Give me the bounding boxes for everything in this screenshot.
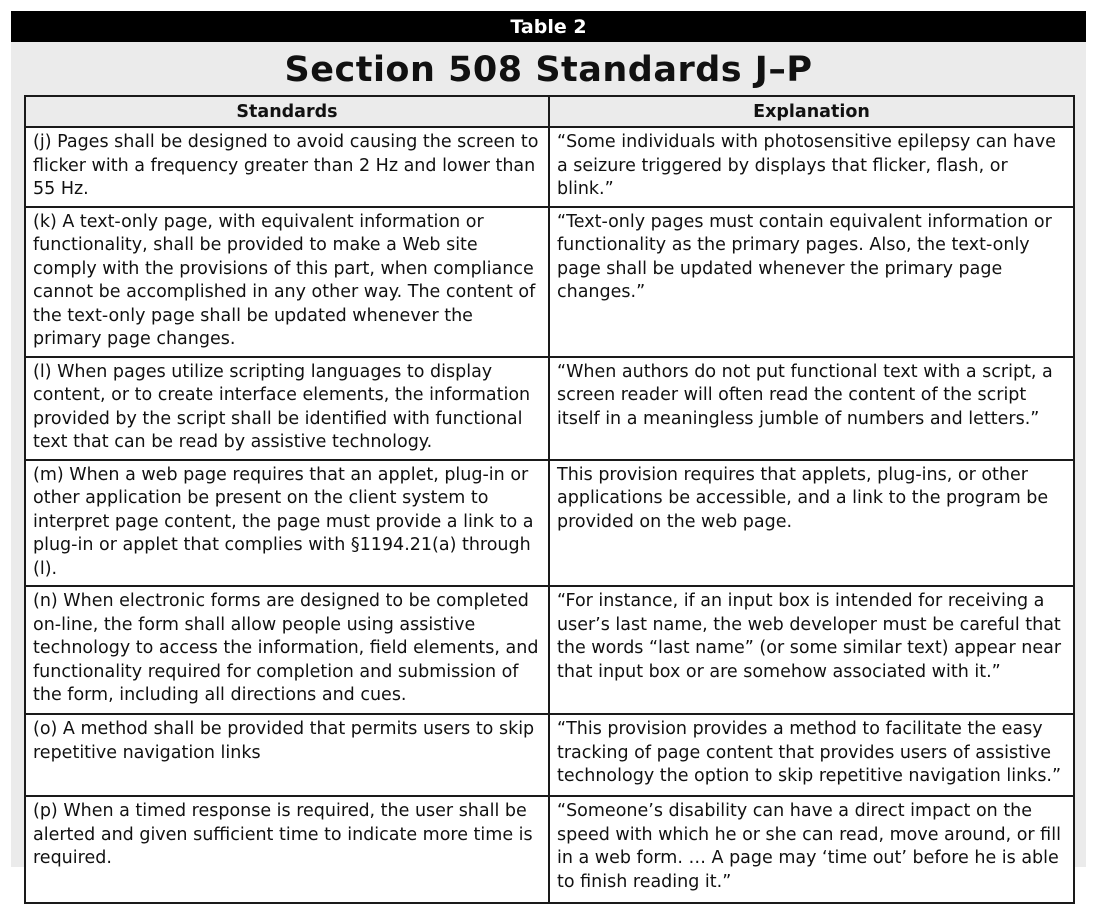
- header-standards: Standards: [25, 96, 549, 127]
- explanation-cell: “Some individuals with photosensitive epilepsy can have a seizure triggered by displays that flicker, flash, or blink.”: [549, 127, 1074, 207]
- explanation-cell: “Text-only pages must contain equivalent information or functionality as the primary pages. Also, the text-only page shall be updated whenever the primary page changes.”: [549, 207, 1074, 357]
- standard-cell: (j) Pages shall be designed to avoid causing the screen to flicker with a frequency greater than 2 Hz and lower than 55 Hz.: [25, 127, 549, 207]
- header-row: [25, 96, 1074, 127]
- standard-cell: (k) A text-only page, with equivalent information or functionality, shall be provided to make a Web site comply with the provisions of this part, when compliance cannot be accomplished in any other way. The content of the text-only page shall be updated whenever the primary page changes.: [25, 207, 549, 357]
- table-row: [25, 586, 1074, 714]
- table-row: [25, 357, 1074, 460]
- table-panel: [11, 11, 1086, 892]
- standards-table: [24, 95, 1075, 904]
- header-explanation: Explanation: [549, 96, 1074, 127]
- standard-cell: (n) When electronic forms are designed to be completed on-line, the form shall allow people using assistive technology to access the information, field elements, and functionality required for completion and submission of the form, including all directions and cues.: [25, 586, 549, 714]
- standard-cell: (l) When pages utilize scripting languages to display content, or to create interface elements, the information provided by the script shall be identified with functional text that can be read by assistive technology.: [25, 357, 549, 460]
- standard-cell: (m) When a web page requires that an applet, plug-in or other application be present on the client system to interpret page content, the page must provide a link to a plug-in or applet that complies with §1194.21(a) through (l).: [25, 460, 549, 587]
- explanation-cell: “This provision provides a method to facilitate the easy tracking of page content that provides users of assistive technology the option to skip repetitive navigation links.”: [549, 714, 1074, 796]
- table-row: [25, 796, 1074, 903]
- table-row: [25, 714, 1074, 796]
- explanation-cell: “Someone’s disability can have a direct impact on the speed with which he or she can read, move around, or fill in a web form. … A page may ‘time out’ before he is able to finish reading it.”: [549, 796, 1074, 903]
- table-label-bar: [11, 11, 1086, 42]
- standard-cell: (p) When a timed response is required, the user shall be alerted and given sufficient time to indicate more time is required.: [25, 796, 549, 903]
- explanation-cell: “For instance, if an input box is intended for receiving a user’s last name, the web developer must be careful that the words “last name” (or some similar text) appear near that input box or are somehow associated with it.”: [549, 586, 1074, 714]
- standard-cell: (o) A method shall be provided that permits users to skip repetitive navigation links: [25, 714, 549, 796]
- explanation-cell: “When authors do not put functional text with a script, a screen reader will often read the content of the script itself in a meaningless jumble of numbers and letters.”: [549, 357, 1074, 460]
- table-row: [25, 460, 1074, 587]
- table-title: Section 508 Standards J–P: [284, 50, 813, 90]
- table-row: [25, 207, 1074, 357]
- table-label: Table 2: [510, 15, 587, 38]
- table-row: [25, 127, 1074, 207]
- explanation-cell: This provision requires that applets, plug-ins, or other applications be accessible, and a link to the program be provided on the web page.: [549, 460, 1074, 587]
